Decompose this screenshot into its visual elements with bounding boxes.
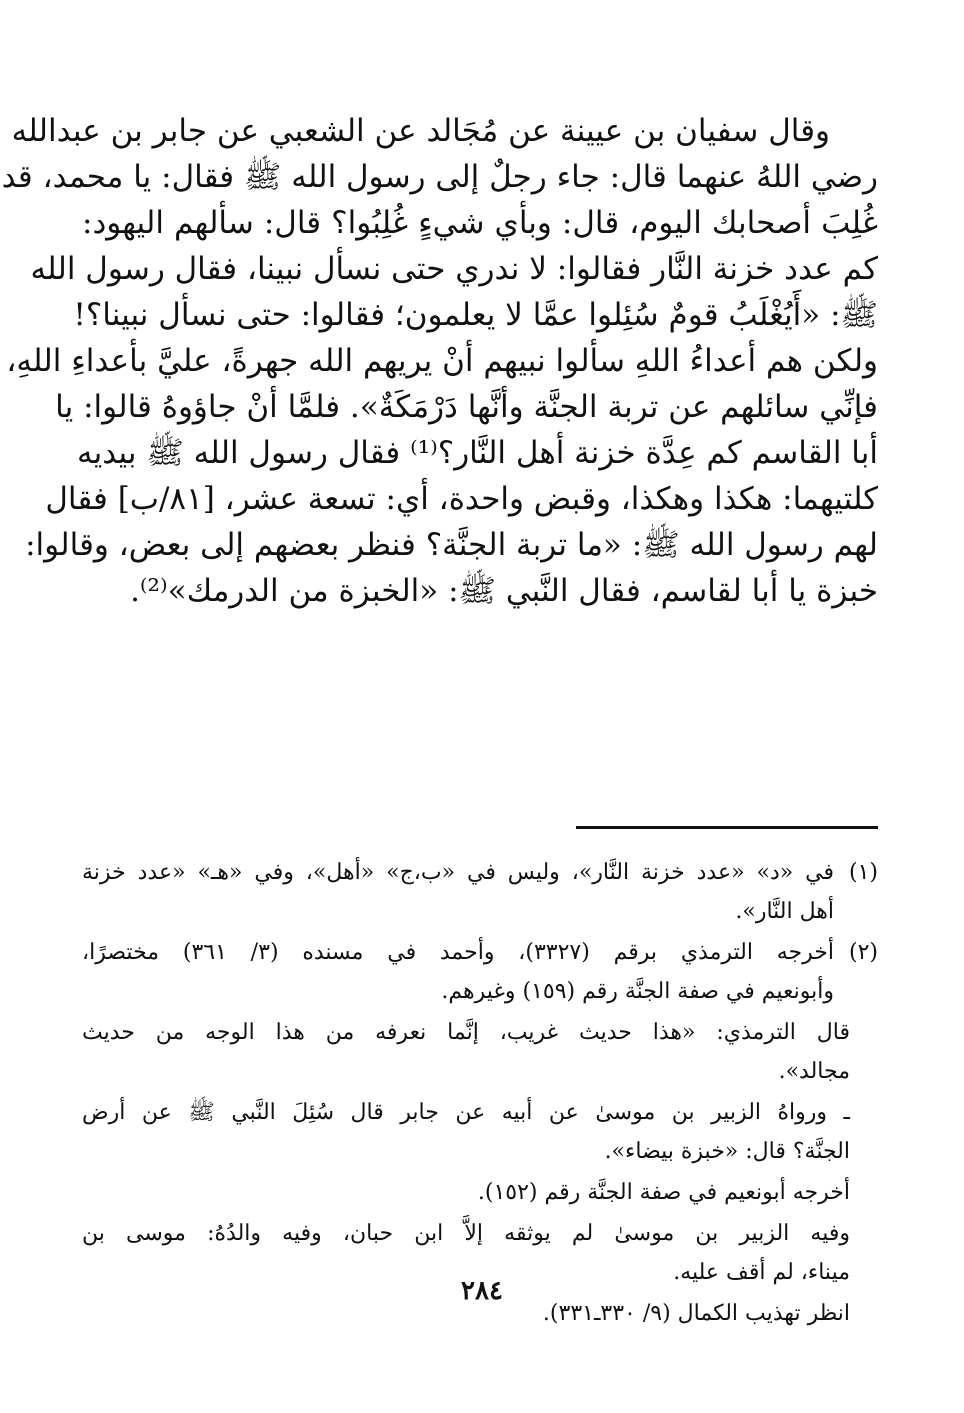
footnote-line: أهل النَّار». <box>735 899 834 924</box>
footnote-paragraph <box>82 1013 878 1091</box>
footnote-line: أخرجه أبونعيم في صفة الجنَّة رقم (١٥٢). <box>477 1180 850 1205</box>
main-line: رضي اللهُ عنهما قال: جاء رجلٌ إلى رسول الله ﷺ فقال: يا محمد، قد <box>1 159 878 195</box>
main-line: كلتيهما: هكذا وهكذا، وقبض واحدة، أي: تسعة عشر، [٨١/ب] فقال <box>45 481 878 517</box>
footnote-paragraph <box>82 1093 878 1171</box>
main-line: كم عدد خزنة النَّار فقالوا: لا ندري حتى نسأل نبينا، فقال رسول الله <box>30 251 878 287</box>
footnote-line: وأبونعيم في صفة الجنَّة رقم (١٥٩) وغيرهم. <box>441 979 834 1004</box>
main-line: ﷺ: «أَيُغْلَبُ قومٌ سُئِلوا عمَّا لا يعلمون؛ فقالوا: حتى نسأل نبينا؟! <box>73 297 878 333</box>
main-text <box>1 108 878 614</box>
main-line: غُلِبَ أصحابك اليوم، قال: وبأي شيءٍ غُلِبُوا؟ قال: سألهم اليهود: <box>82 205 878 241</box>
main-line: وقال سفيان بن عيينة عن مُجَالد عن الشعبي عن جابر بن عبدالله <box>11 113 830 149</box>
footnote-line: ـ ورواهُ الزبير بن موسىٰ عن أبيه عن جابر قال سُئِلَ النَّبي ﷺ عن أرض <box>82 1100 850 1125</box>
main-line: ولكن هم أعداءُ اللهِ سألوا نبيهم أنْ يريهم الله جهرةً، عليَّ بأعداءِ اللهِ، <box>6 343 878 379</box>
footnote-body <box>82 853 834 931</box>
main-line: لهم رسول الله ﷺ: «ما تربة الجنَّة؟ فنظر بعضهم إلى بعض، وقالوا: <box>25 527 878 563</box>
main-line: أبا القاسم كم عِدَّة خزنة أهل النَّار؟⁽¹⁾ فقال رسول الله ﷺ بيديه <box>76 435 878 471</box>
footnote-line: مجالد». <box>778 1059 850 1084</box>
footnote-line: ميناء، لم أقف عليه. <box>673 1260 850 1285</box>
footnote-line: قال الترمذي: «هذا حديث غريب، إنَّما نعرفه من هذا الوجه من حديث <box>82 1020 850 1045</box>
footnote-separator <box>576 826 878 829</box>
footnote-body <box>82 933 834 1011</box>
footnote-line: انظر تهذيب الكمال (٩/ ٣٣٠ـ٣٣١). <box>542 1301 850 1326</box>
main-line: فإنِّي سائلهم عن تربة الجنَّة وأنَّها دَرْمَكَةٌ». فلمَّا أنْ جاؤوهُ قالوا: يا <box>55 389 878 425</box>
footnote-paragraph <box>82 1173 878 1212</box>
footnote-line: أخرجه الترمذي برقم (٣٣٢٧)، وأحمد في مسنده (٣/ ٣٦١) مختصرًا، <box>82 940 835 965</box>
main-line: خبزة يا أبا لقاسم، فقال النَّبي ﷺ: «الخبزة من الدرمك»⁽²⁾. <box>130 573 878 609</box>
footnote-line: وفيه الزبير بن موسىٰ لم يوثقه إلاَّ ابن حبان، وفيه والدُهُ: موسى بن <box>82 1221 850 1246</box>
footnote-number: (١) <box>848 860 878 885</box>
footnotes <box>82 853 878 1335</box>
footnote-line: في «د» «عدد خزنة النَّار»، وليس في «ب،ج» «أهل»، وفي «هـ» «عدد خزنة <box>82 860 834 885</box>
footnote-line: الجنَّة؟ قال: «خبزة بيضاء». <box>604 1139 850 1164</box>
footnote-1 <box>82 853 878 931</box>
footnote-number: (٢) <box>848 940 878 965</box>
footnote-2 <box>82 933 878 1011</box>
page-number: ٢٨٤ <box>461 1276 503 1306</box>
